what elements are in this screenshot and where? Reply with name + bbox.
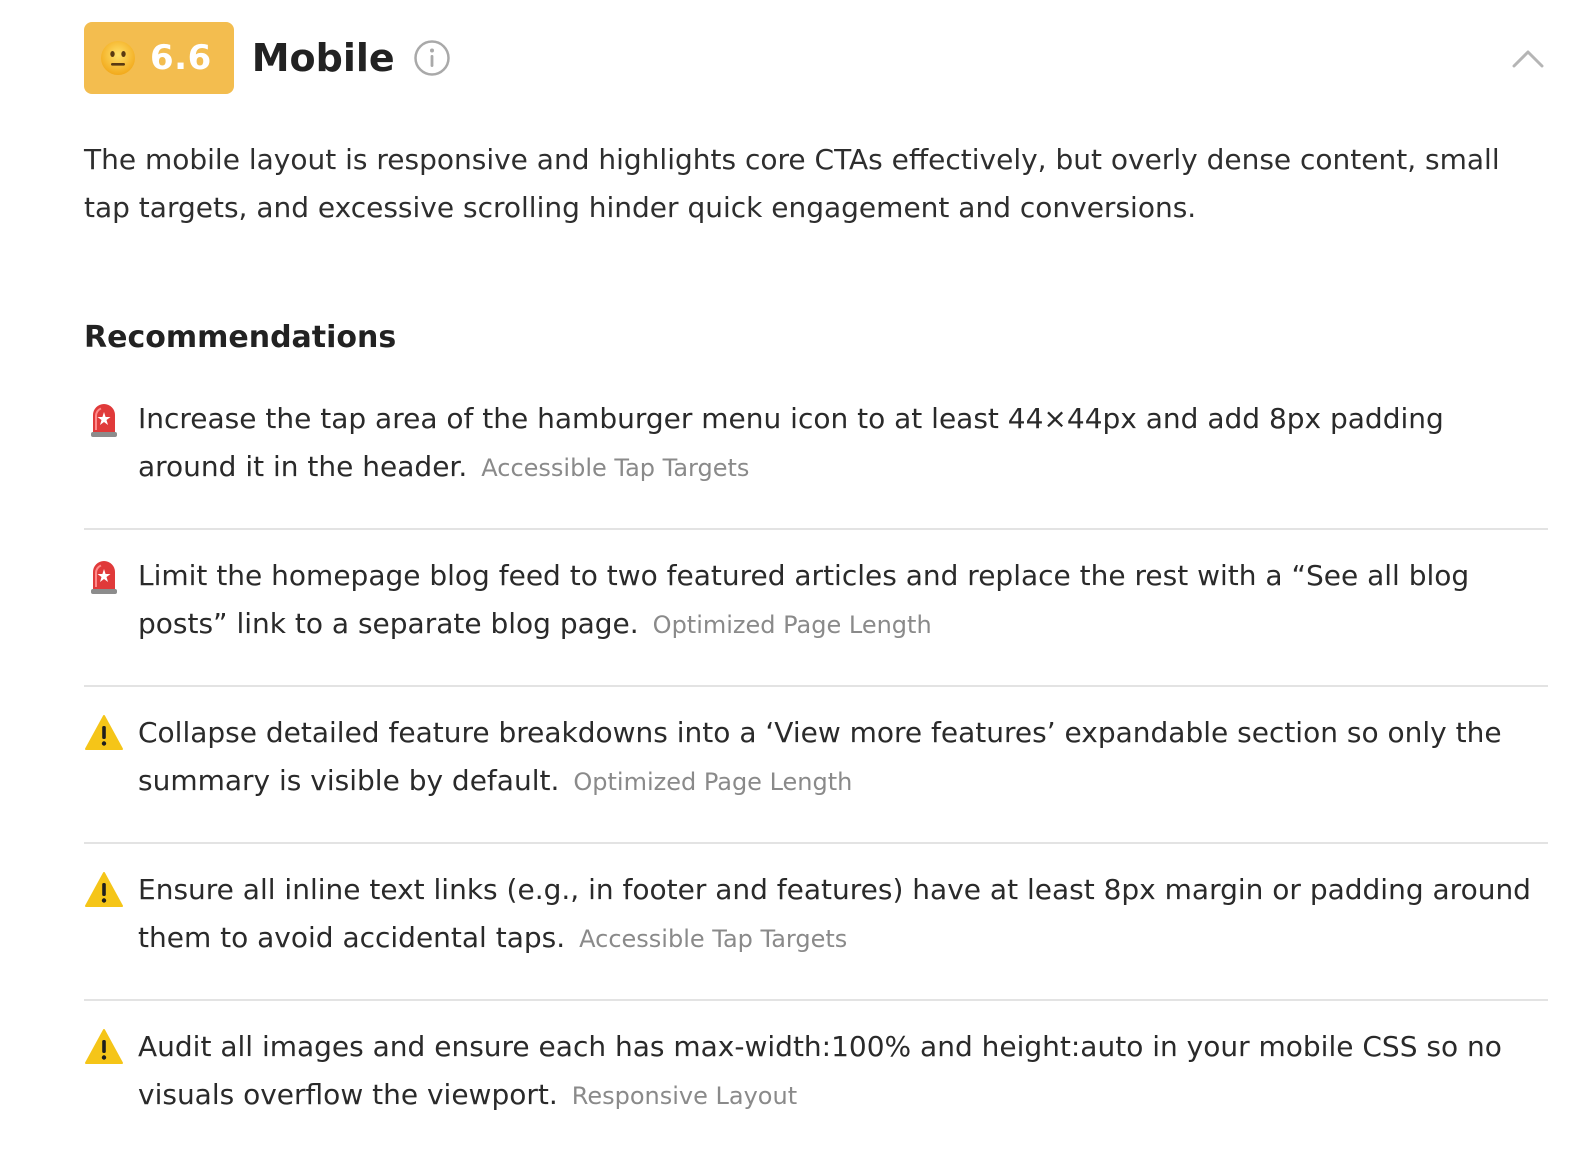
recommendation-item (84, 395, 1548, 530)
score-badge (84, 22, 234, 94)
recommendation-item (84, 530, 1548, 687)
neutral-face-icon (100, 40, 136, 76)
siren-icon (84, 556, 124, 596)
card-header (84, 22, 1548, 94)
recommendation-text: Collapse detailed feature breakdowns into a ‘View more features’ expandable section so only the summary is visible by default. (138, 716, 1502, 797)
collapse-button[interactable] (1508, 40, 1548, 76)
recommendation-tag[interactable]: Accessible Tap Targets (481, 454, 750, 482)
recommendation-tag[interactable]: Accessible Tap Targets (579, 925, 848, 953)
mobile-score-card (84, 22, 1548, 1156)
recommendations-list (84, 395, 1548, 1156)
recommendations-heading: Recommendations (84, 320, 397, 355)
recommendation-tag[interactable]: Responsive Layout (571, 1082, 798, 1110)
siren-icon (84, 399, 124, 439)
summary-text: The mobile layout is responsive and highlights core CTAs effectively, but overly dense content, small tap targets, and excessive scrolling hinder quick engagement and conversions. (84, 143, 1500, 224)
recommendation-item (84, 1001, 1548, 1156)
recommendation-tag[interactable]: Optimized Page Length (652, 611, 932, 639)
chevron-up-icon (1508, 40, 1548, 76)
recommendation-text: Ensure all inline text links (e.g., in footer and features) have at least 8px margin or padding around them to avoid accidental taps. (138, 873, 1531, 954)
score-value: 6.6 (150, 38, 212, 78)
recommendation-item (84, 844, 1548, 1001)
section-title: Mobile (251, 36, 395, 80)
warning-icon (84, 870, 124, 910)
warning-icon (84, 1027, 124, 1067)
recommendation-item (84, 687, 1548, 844)
warning-icon (84, 713, 124, 753)
recommendation-tag[interactable]: Optimized Page Length (573, 768, 853, 796)
recommendation-text: Limit the homepage blog feed to two featured articles and replace the rest with a “See all blog posts” link to a separate blog page. (138, 559, 1470, 640)
recommendation-text: Audit all images and ensure each has max-width:100% and height:auto in your mobile CSS so no visuals overflow the viewport. (138, 1030, 1502, 1111)
recommendation-text: Increase the tap area of the hamburger menu icon to at least 44×44px and add 8px padding around it in the header. (138, 402, 1444, 483)
info-icon[interactable] (413, 39, 451, 77)
